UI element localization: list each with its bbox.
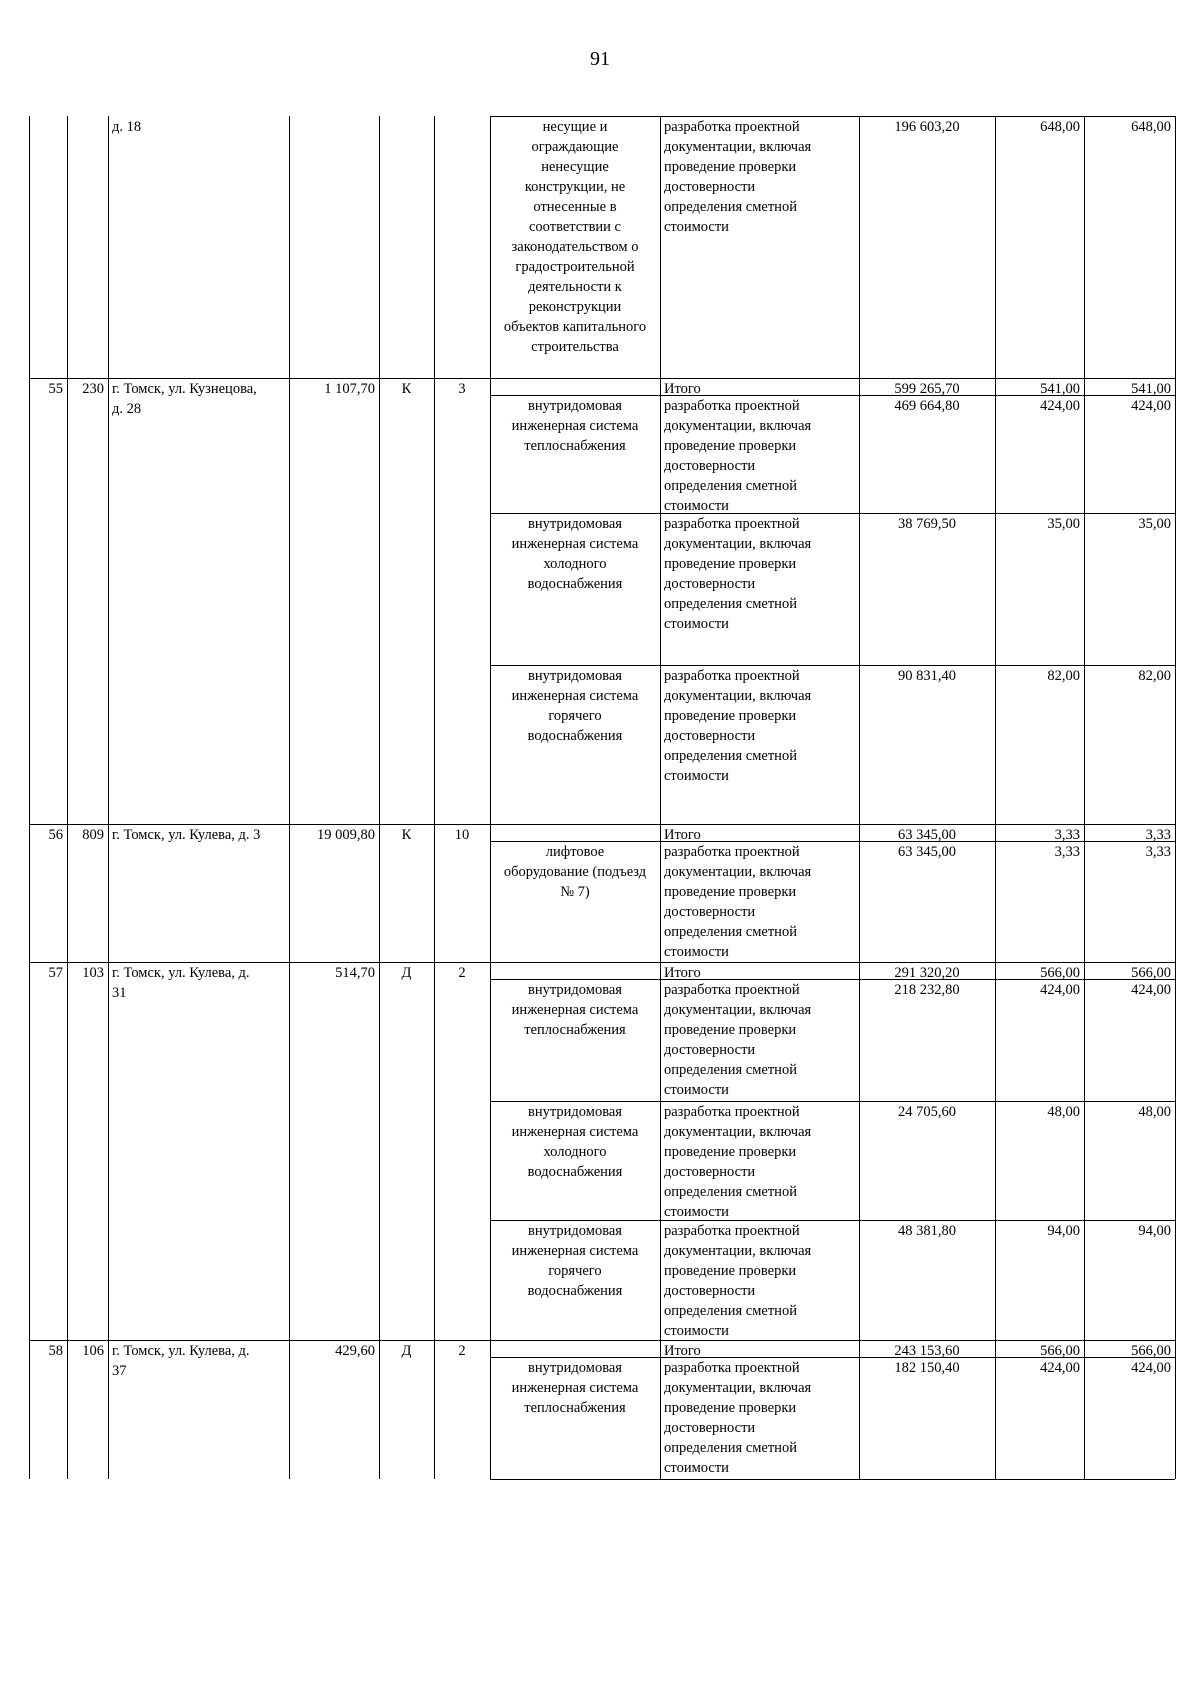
unit-cost: 648,00 <box>1040 119 1080 135</box>
structural-element: внутридомовая инженерная система горячего водоснабжения <box>511 668 639 744</box>
row-divider <box>490 1479 1175 1480</box>
column-divider <box>67 116 68 1479</box>
unit-cost: 82,00 <box>1047 668 1080 684</box>
work-type: разработка проектной документации, включая проведение проверки достоверности определения сметной стоимости <box>664 668 812 784</box>
unit-cost: 35,00 <box>1047 516 1080 532</box>
unit-cost-limit: 424,00 <box>1131 982 1171 998</box>
work-type: разработка проектной документации, включая проведение проверки достоверности определения сметной стоимости <box>664 1360 812 1476</box>
house-address: г. Томск, ул. Кузнецова, д. 28 <box>112 381 257 417</box>
total-value: 541,00 <box>1131 381 1171 397</box>
total-cost: 291 320,20 <box>894 965 960 981</box>
unit-cost: 3,33 <box>1054 844 1080 860</box>
house-type: Д <box>401 965 412 981</box>
work-cost: 63 345,00 <box>898 844 956 860</box>
structural-element: несущие и ограждающие ненесущие конструкции, не отнесенные в соответствии с законодательством о градостроительной деятельности к реконструкции объектов капитального строительства <box>503 119 647 355</box>
house-code: 230 <box>82 381 104 397</box>
total-label: Итого <box>664 1343 701 1359</box>
column-divider <box>379 116 380 1479</box>
house-type: Д <box>401 1343 412 1359</box>
total-cost: 63 345,00 <box>898 827 956 843</box>
total-value: 566,00 <box>1131 965 1171 981</box>
unit-cost: 424,00 <box>1040 982 1080 998</box>
house-code: 106 <box>82 1343 104 1359</box>
house-address: г. Томск, ул. Кулева, д. 31 <box>112 965 250 1001</box>
total-label: Итого <box>664 965 701 981</box>
work-type: разработка проектной документации, включая проведение проверки достоверности определения сметной стоимости <box>664 1104 812 1220</box>
structural-element: внутридомовая инженерная система холодного водоснабжения <box>511 1104 639 1180</box>
work-cost: 90 831,40 <box>898 668 956 684</box>
page-number: 91 <box>590 48 610 70</box>
structural-element: внутридомовая инженерная система горячего водоснабжения <box>511 1223 639 1299</box>
work-cost: 218 232,80 <box>894 982 960 998</box>
unit-cost: 424,00 <box>1040 1360 1080 1376</box>
work-cost: 38 769,50 <box>898 516 956 532</box>
work-type: разработка проектной документации, включая проведение проверки достоверности определения сметной стоимости <box>664 516 812 632</box>
total-cost: 243 153,60 <box>894 1343 960 1359</box>
column-divider <box>1175 116 1176 1479</box>
house-code: 809 <box>82 827 104 843</box>
structural-element: лифтовое оборудование (подъезд № 7) <box>503 844 647 900</box>
work-cost: 182 150,40 <box>894 1360 960 1376</box>
column-divider <box>490 116 491 1479</box>
house-floors: 10 <box>454 827 470 843</box>
total-cost: 599 265,70 <box>894 381 960 397</box>
house-floors: 3 <box>458 381 466 397</box>
house-floors: 2 <box>458 965 466 981</box>
total-value: 541,00 <box>1040 381 1080 397</box>
total-label: Итого <box>664 827 701 843</box>
column-divider <box>434 116 435 1479</box>
work-cost: 469 664,80 <box>894 398 960 414</box>
unit-cost: 48,00 <box>1047 1104 1080 1120</box>
work-type: разработка проектной документации, включая проведение проверки достоверности определения сметной стоимости <box>664 398 812 514</box>
unit-cost-limit: 82,00 <box>1138 668 1171 684</box>
house-area: 429,60 <box>335 1343 375 1359</box>
total-label: Итого <box>664 381 701 397</box>
row-number: 55 <box>48 381 63 397</box>
work-type: разработка проектной документации, включая проведение проверки достоверности определения сметной стоимости <box>664 982 812 1098</box>
work-cost: 48 381,80 <box>898 1223 956 1239</box>
total-value: 3,33 <box>1145 827 1171 843</box>
house-code: 103 <box>82 965 104 981</box>
total-value: 566,00 <box>1131 1343 1171 1359</box>
column-divider <box>660 116 661 1479</box>
column-divider <box>108 116 109 1479</box>
row-number: 57 <box>48 965 63 981</box>
unit-cost-limit: 35,00 <box>1138 516 1171 532</box>
house-area: 1 107,70 <box>324 381 375 397</box>
column-divider <box>1084 116 1085 1479</box>
work-cost: 24 705,60 <box>898 1104 956 1120</box>
unit-cost-limit: 424,00 <box>1131 1360 1171 1376</box>
house-area: 514,70 <box>335 965 375 981</box>
structural-element: внутридомовая инженерная система холодного водоснабжения <box>511 516 639 592</box>
structural-element: внутридомовая инженерная система теплоснабжения <box>511 1360 639 1416</box>
structural-element: внутридомовая инженерная система теплоснабжения <box>511 982 639 1038</box>
house-address: г. Томск, ул. Кулева, д. 37 <box>112 1343 250 1379</box>
house-address: г. Томск, ул. Кулева, д. 3 <box>112 827 261 843</box>
column-divider <box>995 116 996 1479</box>
house-area: 19 009,80 <box>317 827 375 843</box>
work-type: разработка проектной документации, включая проведение проверки достоверности определения сметной стоимости <box>664 844 812 960</box>
work-cost: 196 603,20 <box>894 119 960 135</box>
row-number: 58 <box>48 1343 63 1359</box>
house-type: К <box>401 381 412 397</box>
column-divider <box>289 116 290 1479</box>
unit-cost: 424,00 <box>1040 398 1080 414</box>
total-value: 566,00 <box>1040 1343 1080 1359</box>
unit-cost-limit: 648,00 <box>1131 119 1171 135</box>
total-value: 3,33 <box>1054 827 1080 843</box>
unit-cost-limit: 3,33 <box>1145 844 1171 860</box>
unit-cost: 94,00 <box>1047 1223 1080 1239</box>
unit-cost-limit: 424,00 <box>1131 398 1171 414</box>
house-floors: 2 <box>458 1343 466 1359</box>
column-divider <box>859 116 860 1479</box>
unit-cost-limit: 48,00 <box>1138 1104 1171 1120</box>
unit-cost-limit: 94,00 <box>1138 1223 1171 1239</box>
column-divider <box>29 116 30 1479</box>
house-address: д. 18 <box>112 119 142 135</box>
row-number: 56 <box>48 827 63 843</box>
work-type: разработка проектной документации, включая проведение проверки достоверности определения сметной стоимости <box>664 1223 812 1339</box>
house-type: К <box>401 827 412 843</box>
work-type: разработка проектной документации, включая проведение проверки достоверности определения сметной стоимости <box>664 119 812 235</box>
structural-element: внутридомовая инженерная система теплоснабжения <box>511 398 639 454</box>
total-value: 566,00 <box>1040 965 1080 981</box>
